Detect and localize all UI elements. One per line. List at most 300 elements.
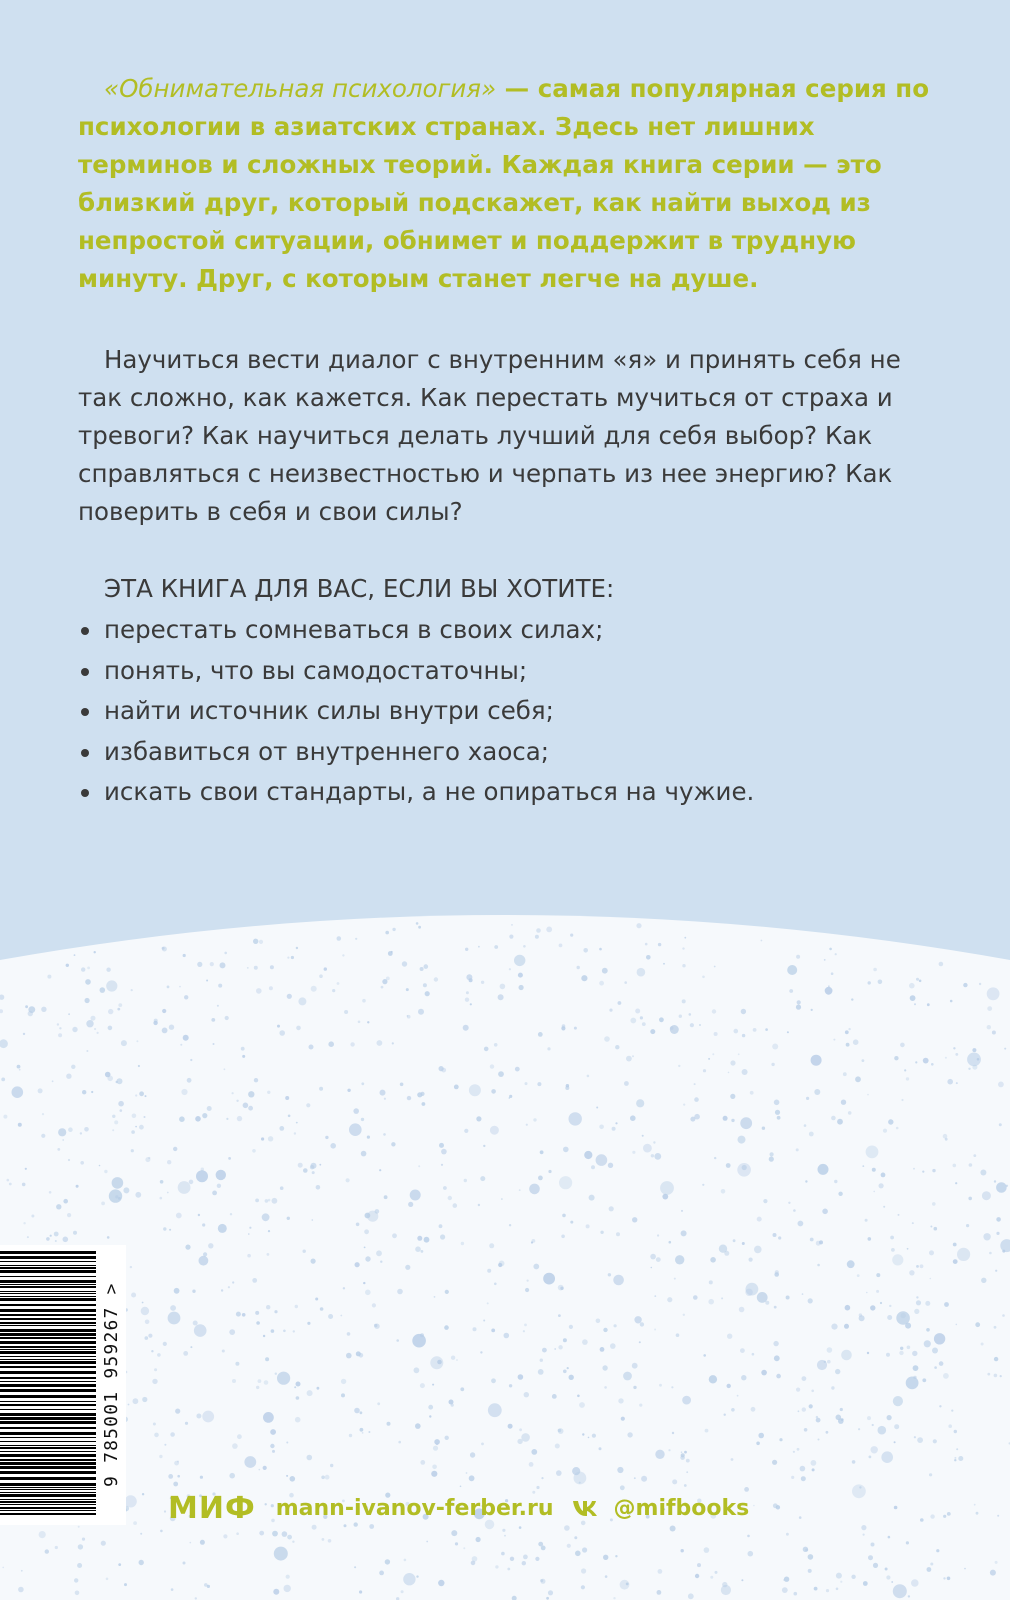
bubble-dot xyxy=(639,1404,642,1407)
bubble-dot xyxy=(364,1247,366,1249)
bubble-dot xyxy=(112,1177,124,1189)
bubble-dot xyxy=(862,1165,864,1167)
list-item-text: понять, что вы самодостаточны; xyxy=(104,655,528,685)
bubble-dot xyxy=(97,1032,99,1034)
bubble-dot xyxy=(287,957,289,959)
bubble-dot xyxy=(909,1270,914,1275)
bubble-dot xyxy=(943,1577,945,1579)
bubble-dot xyxy=(441,1149,447,1155)
bubble-dot xyxy=(412,1334,426,1348)
bubble-dot xyxy=(617,1467,623,1473)
bubble-dot xyxy=(956,1448,958,1450)
bubble-dot xyxy=(888,1536,891,1539)
bubble-dot xyxy=(167,986,170,989)
bubble-dot xyxy=(796,955,800,959)
barcode-bar xyxy=(0,1413,96,1416)
bubble-dot xyxy=(501,1552,505,1556)
bubble-dot xyxy=(710,1257,716,1263)
isbn-number: 9 785001 959267 > xyxy=(101,1282,122,1488)
bubble-dot xyxy=(708,1058,710,1060)
bubble-dot xyxy=(236,1100,238,1102)
bubble-dot xyxy=(169,1025,174,1030)
bubble-dot xyxy=(254,1078,258,1082)
bubble-dot xyxy=(697,1563,701,1567)
bubble-dot xyxy=(721,1189,726,1194)
bubble-dot xyxy=(66,964,69,967)
bubble-dot xyxy=(592,1434,596,1438)
bubble-dot xyxy=(275,1373,277,1375)
bubble-dot xyxy=(114,1120,118,1124)
bubble-dot xyxy=(509,1384,512,1387)
bubble-dot xyxy=(987,1025,991,1029)
bubble-dot xyxy=(39,1531,46,1538)
bubble-dot xyxy=(600,1231,603,1234)
bubble-dot xyxy=(567,1544,571,1548)
bubble-dot xyxy=(128,1404,130,1406)
bubble-dot xyxy=(303,1168,308,1173)
bubble-dot xyxy=(727,1334,732,1339)
bubble-dot xyxy=(190,1346,192,1348)
bubble-dot xyxy=(939,1361,944,1366)
bubble-dot xyxy=(540,1359,543,1362)
bubble-dot xyxy=(196,1414,201,1419)
bubble-dot xyxy=(321,1476,325,1480)
bubble-dot xyxy=(74,954,76,956)
list-item-text: искать свои стандарты, а не опираться на чужие. xyxy=(104,777,755,806)
bubble-dot xyxy=(738,1053,740,1055)
bubble-dot xyxy=(422,1102,426,1106)
bubble-dot xyxy=(11,1086,23,1098)
bubble-dot xyxy=(535,935,539,939)
bubble-dot xyxy=(730,1094,735,1099)
bubble-dot xyxy=(259,940,263,944)
bubble-dot xyxy=(222,1350,225,1353)
bubble-dot xyxy=(914,1309,919,1314)
bubble-dot xyxy=(263,1466,267,1470)
bubble-dot xyxy=(852,1460,856,1464)
bubble-dot xyxy=(476,1116,481,1121)
bubble-dot xyxy=(303,1250,306,1253)
bubble-dot xyxy=(404,1559,407,1562)
bubble-dot xyxy=(914,1003,916,1005)
bubble-dot xyxy=(316,1185,321,1190)
bubble-dot xyxy=(465,948,468,951)
bubble-dot xyxy=(883,1206,885,1208)
bubble-dot xyxy=(886,1353,890,1357)
bubble-dot xyxy=(354,1408,360,1414)
bubble-dot xyxy=(504,1535,506,1537)
bubble-dot xyxy=(265,1357,269,1361)
bubble-dot xyxy=(420,1460,425,1465)
bubble-dot xyxy=(930,1563,933,1566)
bubble-dot xyxy=(107,1076,113,1082)
bubble-dot xyxy=(78,1526,80,1528)
barcode-bar xyxy=(0,1471,96,1474)
bubble-dot xyxy=(558,1345,562,1349)
bubble-dot xyxy=(460,1387,464,1391)
bubble-dot xyxy=(309,1045,314,1050)
bubble-dot xyxy=(602,968,608,974)
barcode-bar xyxy=(0,1404,96,1406)
barcode-bar xyxy=(0,1377,96,1379)
bubble-dot xyxy=(538,1369,544,1375)
bubble-dot xyxy=(932,1202,936,1206)
bubble-dot xyxy=(762,1127,765,1130)
bubble-dot xyxy=(831,972,834,975)
bubble-dot xyxy=(900,1043,905,1048)
bubble-dot xyxy=(546,1597,549,1600)
bubble-dot xyxy=(249,1227,251,1229)
bubble-dot xyxy=(228,1157,231,1160)
bubble-dot xyxy=(670,1526,676,1532)
bubble-dot xyxy=(840,1408,843,1411)
bubble-dot xyxy=(31,1215,34,1218)
bubble-dot xyxy=(243,1103,249,1109)
bubble-dot xyxy=(518,1374,524,1380)
bubble-dot xyxy=(843,1072,847,1076)
barcode-bar xyxy=(0,1462,96,1465)
bubble-dot xyxy=(463,1547,465,1549)
bubble-dot xyxy=(54,1232,59,1237)
bubble-dot xyxy=(916,978,919,981)
bubble-dot xyxy=(469,1084,481,1096)
bubble-dot xyxy=(770,1152,774,1156)
bubble-dot xyxy=(863,1581,868,1586)
bubble-dot xyxy=(943,1373,949,1379)
bubble-dot xyxy=(757,1217,762,1222)
bubble-dot xyxy=(42,1113,44,1115)
bubble-dot xyxy=(363,1282,365,1284)
bubble-dot xyxy=(517,1439,522,1444)
bubble-dot xyxy=(731,1458,734,1461)
bubble-dot xyxy=(859,1313,862,1316)
bubble-dot xyxy=(944,1302,949,1307)
bubble-dot xyxy=(133,1521,137,1525)
bubble-dot xyxy=(885,1568,888,1571)
bubble-dot xyxy=(285,1096,289,1100)
bubble-dot xyxy=(248,1106,253,1111)
bubble-dot xyxy=(229,1329,235,1335)
bubble-dot xyxy=(47,975,51,979)
bubble-dot xyxy=(57,1023,59,1025)
bubble-dot xyxy=(444,1325,449,1330)
bubble-dot xyxy=(612,1127,616,1131)
bubble-dot xyxy=(681,1549,684,1552)
bubble-dot xyxy=(190,1542,192,1544)
bubble-dot xyxy=(85,979,91,985)
bubble-dot xyxy=(163,1342,167,1346)
bubble-dot xyxy=(322,1538,325,1541)
bubble-dot xyxy=(375,1209,380,1214)
bubble-dot xyxy=(56,1204,61,1209)
bubble-dot xyxy=(377,1040,383,1046)
bubble-dot xyxy=(3,1115,7,1119)
bubble-dot xyxy=(816,1241,821,1246)
bubble-dot xyxy=(199,1256,209,1266)
bubble-dot xyxy=(63,1199,68,1204)
bubble-dot xyxy=(599,981,604,986)
bubble-dot xyxy=(167,1160,171,1164)
bubble-dot xyxy=(542,1348,547,1353)
bubble-dot xyxy=(881,1451,893,1463)
bubble-dot xyxy=(793,1209,796,1212)
bubble-dot xyxy=(822,1209,828,1215)
bubble-dot xyxy=(120,1109,123,1112)
bubble-dot xyxy=(207,1106,212,1111)
bubble-dot xyxy=(439,1066,444,1071)
bubble-dot xyxy=(229,1473,235,1479)
bubble-dot xyxy=(845,1030,849,1034)
bubble-dot xyxy=(286,1442,288,1444)
bubble-dot xyxy=(223,1534,227,1538)
bubble-dot xyxy=(564,1525,570,1531)
bubble-dot xyxy=(400,1083,404,1087)
bubble-dot xyxy=(955,1053,958,1056)
bubble-dot xyxy=(968,1068,970,1070)
barcode-bar xyxy=(0,1284,96,1285)
bubble-dot xyxy=(579,1402,585,1408)
bubble-dot xyxy=(824,959,826,961)
barcode-bar xyxy=(0,1445,96,1446)
bubble-dot xyxy=(868,1237,872,1241)
bubble-dot xyxy=(926,1328,930,1332)
bubble-dot xyxy=(894,1506,898,1510)
bubble-dot xyxy=(756,1442,760,1446)
bubble-dot xyxy=(148,1334,152,1338)
bubble-dot xyxy=(361,1151,367,1157)
bubble-dot xyxy=(523,945,526,948)
bubble-dot xyxy=(878,980,883,985)
bubble-dot xyxy=(100,987,106,993)
bubble-dot xyxy=(341,1379,346,1384)
bubble-dot xyxy=(198,1214,200,1216)
barcode-bar xyxy=(0,1280,96,1283)
bubble-dot xyxy=(80,1161,84,1165)
bubble-dot xyxy=(463,1025,469,1031)
bubble-dot xyxy=(575,1551,581,1557)
bubble-dot xyxy=(1004,1048,1006,1050)
bubble-dot xyxy=(416,1575,418,1577)
bubble-dot xyxy=(248,1091,254,1097)
bubble-dot xyxy=(525,1288,529,1292)
bubble-dot xyxy=(558,1285,564,1291)
bubble-dot xyxy=(742,1242,745,1245)
barcode-bar xyxy=(0,1389,96,1392)
bubble-dot xyxy=(818,1164,829,1175)
bubble-dot xyxy=(364,1229,369,1234)
bubble-dot xyxy=(883,1129,887,1133)
bubble-dot xyxy=(894,1056,898,1060)
bubble-dot xyxy=(784,1577,789,1582)
bubble-dot xyxy=(296,947,298,949)
bubble-dot xyxy=(18,1587,24,1593)
bubble-dot xyxy=(398,1441,401,1444)
bubble-dot xyxy=(787,965,797,975)
bubble-dot xyxy=(556,1470,562,1476)
bubble-dot xyxy=(774,1100,780,1106)
bubble-dot xyxy=(368,1431,370,1433)
bubble-dot xyxy=(501,1198,503,1200)
bubble-dot xyxy=(868,1555,873,1560)
bubble-dot xyxy=(600,1347,605,1352)
bubble-dot xyxy=(340,1315,342,1317)
bubble-dot xyxy=(739,1307,745,1313)
bubble-dot xyxy=(773,1341,778,1346)
bubble-dot xyxy=(714,966,716,968)
bubble-dot xyxy=(237,1116,242,1121)
bubble-dot xyxy=(241,1047,245,1051)
bubble-dot xyxy=(142,1302,144,1304)
bubble-dot xyxy=(581,1585,585,1589)
bubble-dot xyxy=(862,1059,865,1062)
bubble-dot xyxy=(533,1118,536,1121)
bubble-dot xyxy=(757,1292,768,1303)
bubble-dot xyxy=(704,1547,710,1553)
barcode-bar xyxy=(0,1494,96,1497)
bubble-dot xyxy=(919,980,922,983)
bubble-dot xyxy=(131,989,133,991)
bubble-dot xyxy=(876,1273,880,1277)
bubble-dot xyxy=(425,991,430,996)
bubble-dot xyxy=(621,1417,625,1421)
bubble-dot xyxy=(362,1432,364,1434)
bubble-dot xyxy=(437,1360,442,1365)
bubble-dot xyxy=(436,1443,438,1445)
bubble-dot xyxy=(774,1272,779,1277)
bubble-dot xyxy=(365,1256,370,1261)
bubble-dot xyxy=(244,1456,256,1468)
bubble-dot xyxy=(658,943,661,946)
bubble-dot xyxy=(277,1025,280,1028)
barcode-bar xyxy=(0,1371,96,1374)
bubble-dot xyxy=(476,1537,481,1542)
bubble-dot xyxy=(466,991,469,994)
bubble-dot xyxy=(217,1184,221,1188)
bubble-dot xyxy=(469,1475,475,1481)
bubble-dot xyxy=(342,954,344,956)
bubble-dot xyxy=(630,1115,636,1121)
bubble-dot xyxy=(847,1260,855,1268)
bubble-dot xyxy=(443,1186,447,1190)
bubble-dot xyxy=(831,1324,837,1330)
bubble-dot xyxy=(563,1338,567,1342)
bubble-dot xyxy=(871,1543,875,1547)
barcode-bar xyxy=(0,1251,96,1254)
barcode-bar xyxy=(0,1513,96,1515)
bubble-dot xyxy=(432,1465,437,1470)
bubble-dot xyxy=(635,1009,640,1014)
bubble-dot xyxy=(957,1248,970,1261)
bubble-dot xyxy=(627,1432,632,1437)
bubble-dot xyxy=(136,1040,138,1042)
bubble-dot xyxy=(189,1180,194,1185)
bubble-dot xyxy=(470,1452,475,1457)
bubble-dot xyxy=(324,967,327,970)
bubble-dot xyxy=(392,1233,397,1238)
bubble-dot xyxy=(998,1082,1004,1088)
bubble-dot xyxy=(915,1061,917,1063)
bubble-dot xyxy=(934,1227,938,1231)
bubble-dot xyxy=(415,1246,421,1252)
bubble-dot xyxy=(901,1313,906,1318)
bubble-dot xyxy=(180,1044,182,1046)
bubble-dot xyxy=(901,1099,903,1101)
bubble-dot xyxy=(491,1329,495,1333)
list-heading: ЭТА КНИГА ДЛЯ ВАС, ЕСЛИ ВЫ ХОТИТЕ: xyxy=(104,574,615,603)
bubble-dot xyxy=(218,1224,227,1233)
bubble-dot xyxy=(177,1475,180,1478)
bubble-dot xyxy=(569,1375,574,1380)
bubble-dot xyxy=(922,1171,924,1173)
bubble-dot xyxy=(956,1082,958,1084)
bubble-dot xyxy=(745,1289,752,1296)
bubble-dot xyxy=(801,1476,806,1481)
bubble-dot xyxy=(28,1006,35,1013)
bubble-dot xyxy=(252,1149,256,1153)
bubble-dot xyxy=(424,1237,430,1243)
barcode-bar xyxy=(0,1267,96,1269)
list-item xyxy=(78,732,938,773)
bubble-dot xyxy=(320,1307,324,1311)
bubble-dot xyxy=(972,1048,976,1052)
bubble-dot xyxy=(283,1330,286,1333)
bubble-dot xyxy=(775,1110,780,1115)
bubble-dot xyxy=(782,1587,788,1593)
bubble-dot xyxy=(325,1475,330,1480)
bubble-dot xyxy=(548,1170,551,1173)
bubble-dot xyxy=(793,1451,795,1453)
bubble-dot xyxy=(841,1100,846,1105)
bubble-dot xyxy=(362,999,366,1003)
bubble-dot xyxy=(91,1016,96,1021)
barcode-bar xyxy=(0,1454,96,1457)
bubble-dot xyxy=(945,1138,948,1141)
bubble-dot xyxy=(537,1082,541,1086)
bubble-dot xyxy=(827,1360,831,1364)
barcode-bar xyxy=(0,1356,96,1357)
bubble-dot xyxy=(256,988,262,994)
bubble-dot xyxy=(307,1322,310,1325)
bubble-dot xyxy=(857,1274,860,1277)
bubble-dot xyxy=(748,1551,754,1557)
bubble-dot xyxy=(392,1042,394,1044)
bubble-dot xyxy=(950,1000,953,1003)
bubble-dot xyxy=(689,1013,692,1016)
bubble-dot xyxy=(657,1590,662,1595)
bubble-dot xyxy=(434,1296,436,1298)
bubble-dot xyxy=(640,1016,643,1019)
bubble-dot xyxy=(68,1013,70,1015)
bubble-dot xyxy=(237,1434,242,1439)
bubble-dot xyxy=(453,1203,458,1208)
bubble-dot xyxy=(561,1235,565,1239)
bubble-dot xyxy=(894,1441,896,1443)
bubble-dot xyxy=(263,1412,274,1423)
bubble-dot xyxy=(280,1186,284,1190)
bubble-dot xyxy=(277,1372,290,1385)
bubble-dot xyxy=(192,1290,195,1293)
bubble-dot xyxy=(385,1559,390,1564)
bubble-dot xyxy=(507,1568,510,1571)
bubble-dot xyxy=(287,1217,290,1220)
bubble-dot xyxy=(721,1297,723,1299)
bubble-dot xyxy=(788,1202,790,1204)
bubble-dot xyxy=(179,986,181,988)
bubble-dot xyxy=(853,1039,859,1045)
bubble-dot xyxy=(481,981,484,984)
bubble-dot xyxy=(613,1275,624,1286)
bubble-dot xyxy=(523,1555,528,1560)
